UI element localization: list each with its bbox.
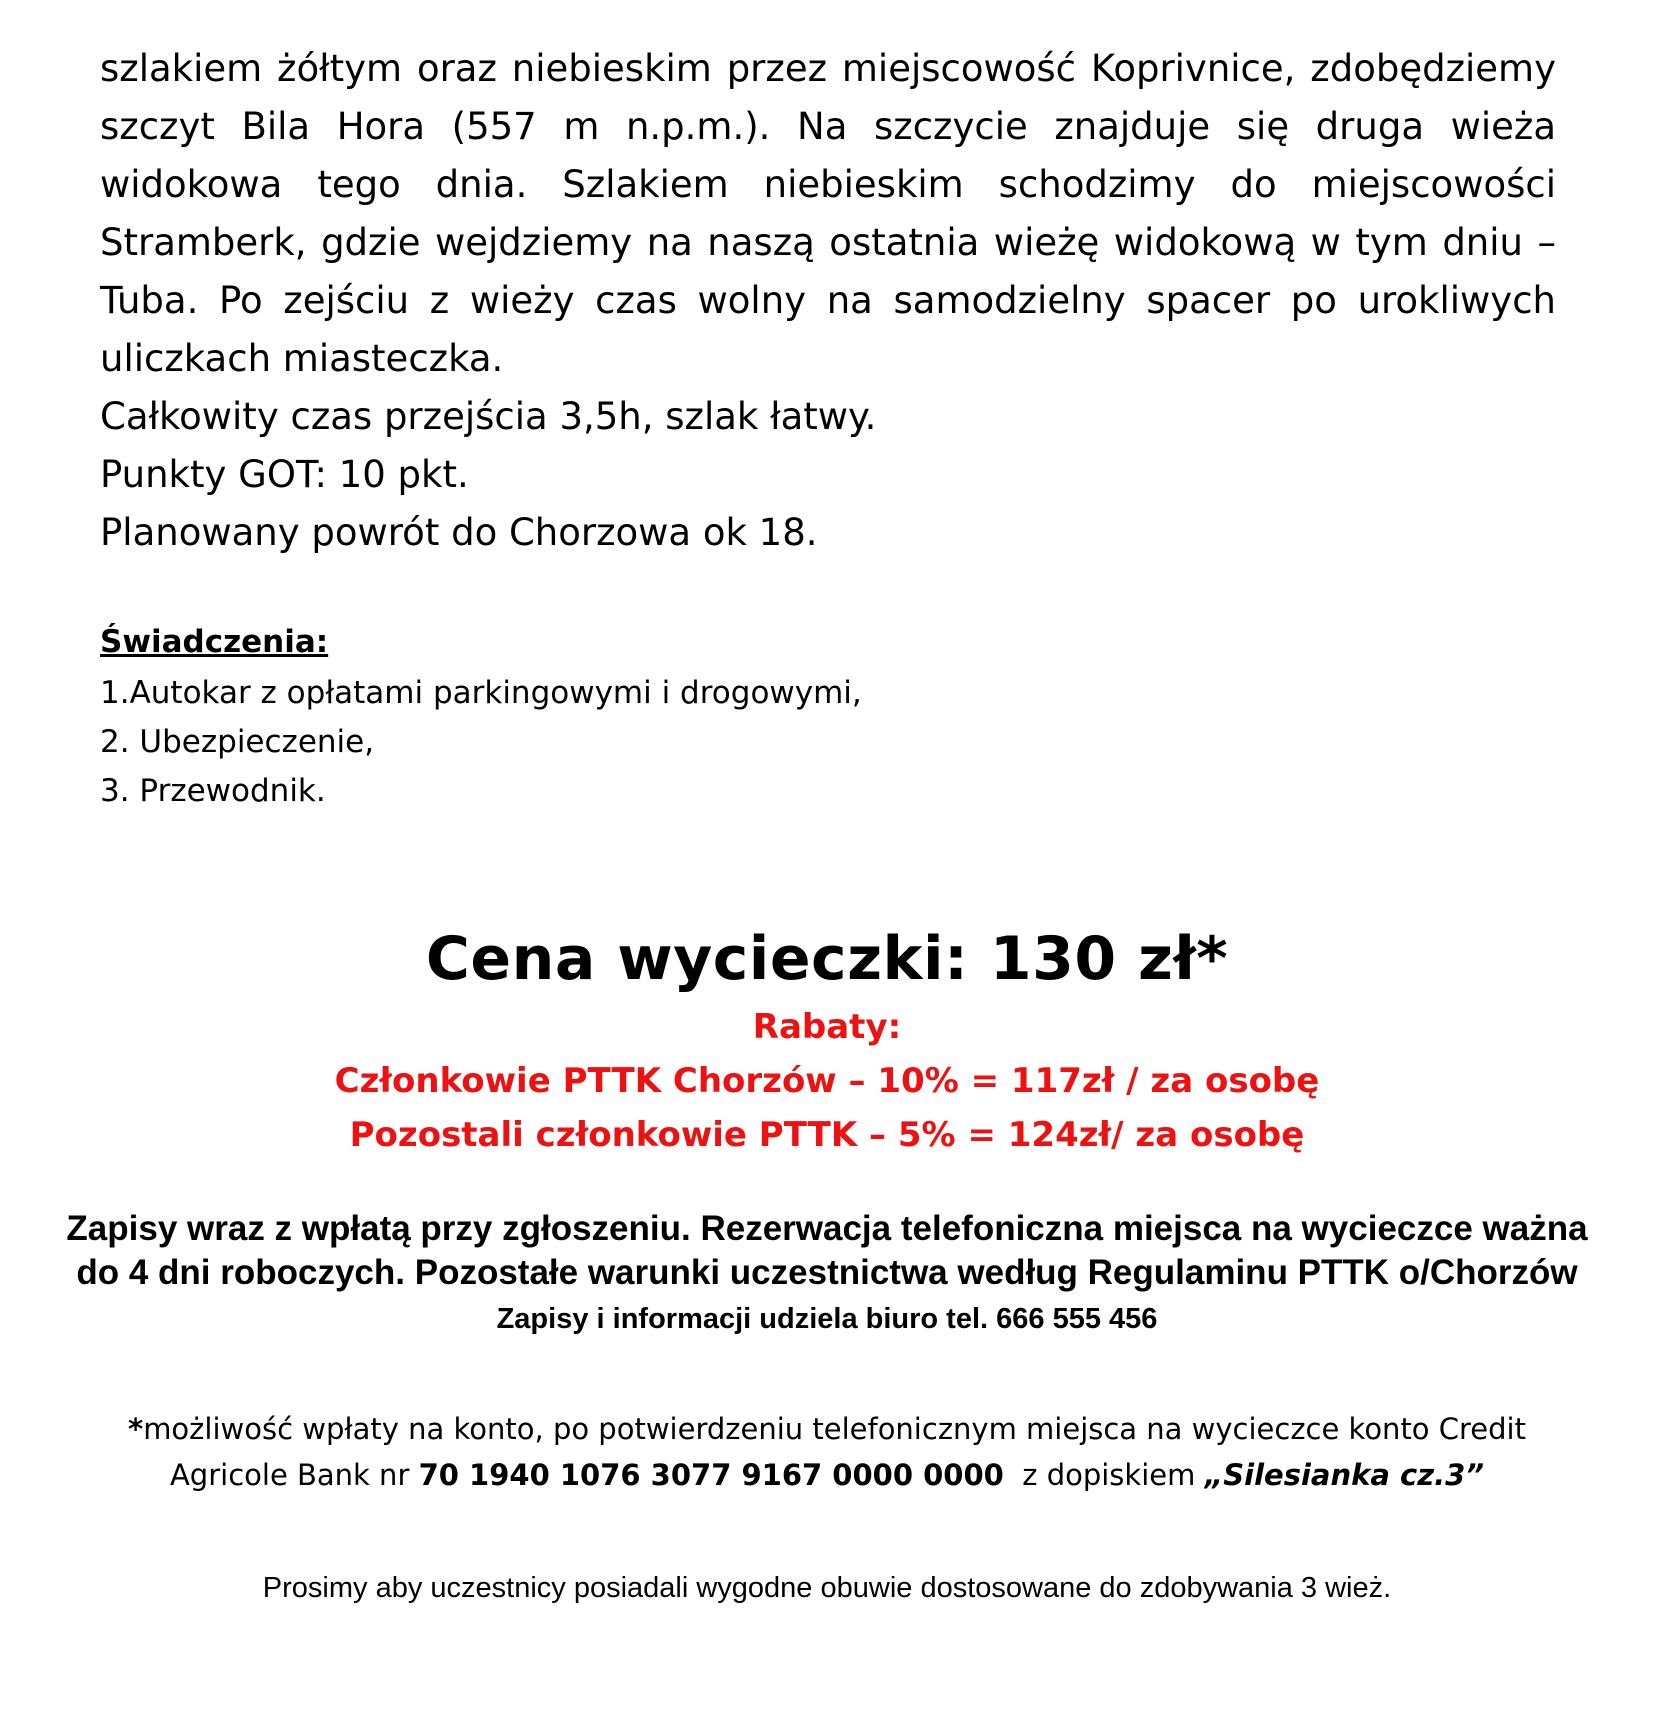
service-item: 3. Przewodnik. <box>100 773 326 809</box>
payment-note <box>60 1406 1594 1498</box>
payment-note-prefix: Agricole Bank nr <box>169 1458 419 1492</box>
price-section <box>0 918 1654 1162</box>
bank-account-number: 70 1940 1076 3077 9167 0000 0000 <box>418 1458 1004 1492</box>
signup-contact: Zapisy i informacji udziela biuro tel. 666 555 456 <box>496 1303 1158 1335</box>
return-time-line: Planowany powrót do Chorzowa ok 18. <box>100 511 818 554</box>
route-paragraph: szlakiem żółtym oraz niebieskim przez miejscowość Koprivnice, zdobędziemy szczyt Bila Hora (557 m n.p.m.). Na szczycie znajduje się druga wieża widokowa tego dnia. Szlakiem niebieskim schodzimy do miejscowości Stramberk, gdzie wejdziemy na naszą ostatnia wieżę widokową w tym dniu – Tuba. Po zejściu z wieży czas wolny na samodzielny spacer po urokliwych uliczkach miasteczka. <box>100 47 1556 380</box>
service-item: 2. Ubezpieczenie, <box>100 724 375 760</box>
signup-section <box>60 1207 1594 1339</box>
services-heading: Świadczenia: <box>100 624 329 660</box>
discount-line-other: Pozostali członkowie PTTK – 5% = 124zł/ za osobę <box>349 1115 1305 1155</box>
discount-line-chorzow: Członkowie PTTK Chorzów – 10% = 117zł / za osobę <box>334 1061 1320 1101</box>
price-title: Cena wycieczki: 130 zł* <box>425 924 1229 994</box>
trip-description <box>100 40 1556 562</box>
transfer-reference: „Silesianka cz.3” <box>1204 1458 1485 1492</box>
discounts-heading: Rabaty: <box>752 1007 902 1047</box>
got-points-line: Punkty GOT: 10 pkt. <box>100 453 469 496</box>
asterisk-mark: * <box>128 1412 144 1446</box>
payment-note-mid: z dopiskiem <box>1003 1458 1205 1492</box>
signup-terms: Zapisy wraz z wpłatą przy zgłoszeniu. Rezerwacja telefoniczna miejsca na wycieczce ważna do 4 dni roboczych. Pozostałe warunki uczestnictwa według Regulaminu PTTK o/Chorzów <box>66 1209 1588 1292</box>
footwear-note: Prosimy aby uczestnicy posiadali wygodne obuwie dostosowane do zdobywania 3 wież. <box>262 1572 1392 1604</box>
payment-note-line-1 <box>60 1406 1594 1452</box>
service-item: 1.Autokar z opłatami parkingowymi i drogowymi, <box>100 675 862 711</box>
payment-note-text-1: możliwość wpłaty na konto, po potwierdzeniu telefonicznym miejsca na wycieczce konto Credit <box>143 1412 1526 1446</box>
payment-note-line-2 <box>60 1452 1594 1498</box>
services-section <box>100 618 1300 816</box>
walk-time-line: Całkowity czas przejścia 3,5h, szlak łatwy. <box>100 395 877 438</box>
